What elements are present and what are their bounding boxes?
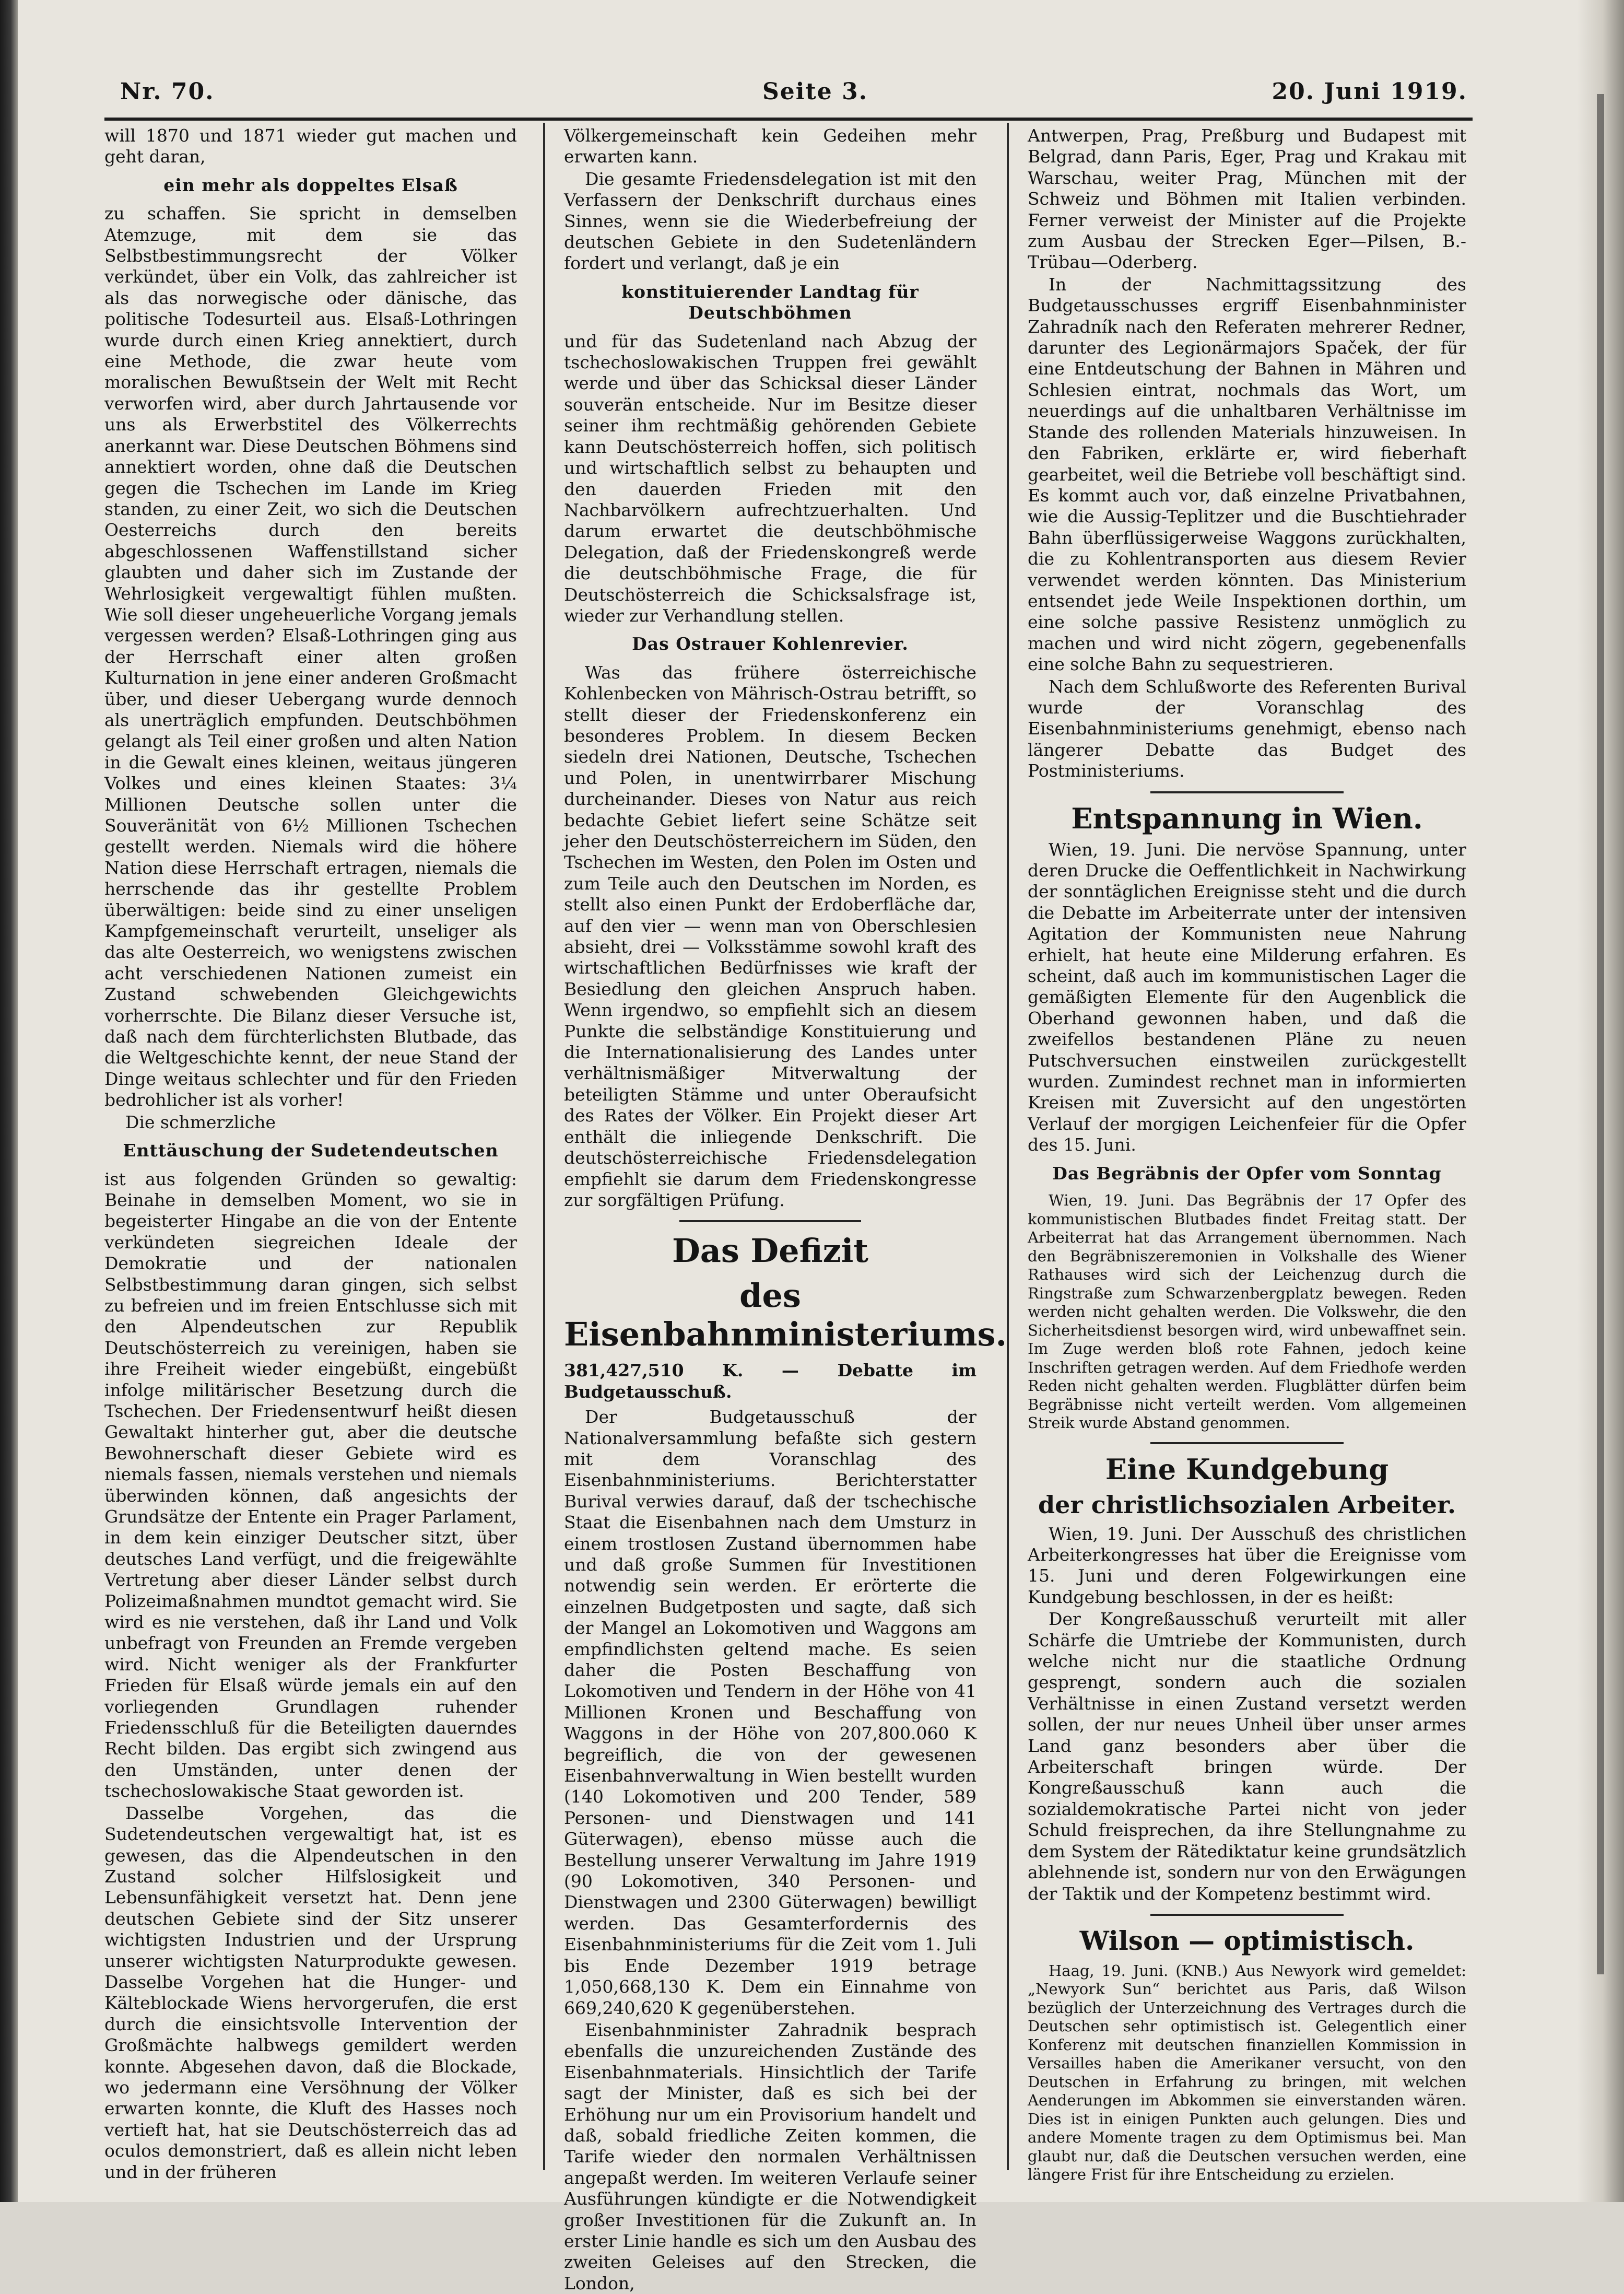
subheading: Enttäuschung der Sudetendeutschen (123, 1140, 499, 1161)
paragraph: Antwerpen, Prag, Preßburg und Budapest mit Belgrad, dann Paris, Eger, Prag und Krakau mit Warschau, weiter Prag, München mit der Schweiz und Böhmen mit Italien verbinden. Ferner verweist der Minister auf die Projekte zum Ausbau der Strecken Eger—Pilsen, B.-Trübau—Oderberg. (1028, 125, 1466, 273)
paragraph: und für das Sudetenland nach Abzug der tschechoslowakischen Truppen frei gewählt werde und über das Schicksal dieser Länder souverän entscheide. Nur im Besitze dieser seiner ihm rechtmäßig gehörenden Gebiete kann Deutschösterreich hoffen, sich politisch und wirtschaftlich selbst zu behaupten und den dauerden Frieden mit den Nachbarvölkern aufrechtzuerhalten. Und darum erwartet die deutschböhmische Delegation, daß der Friedenskongreß werde die deutschböhmische Frage, die für Deutschösterreich die Schicksalsfrage ist, wieder zur Verhandlung stellen. (564, 331, 976, 626)
column-1 (104, 125, 517, 2182)
paragraph: Der Budgetausschuß der Nationalversammlung befaßte sich gestern mit dem Voranschlag des Eisenbahnministeriums. Berichterstatter Burival verwies darauf, daß der tschechische Staat die Eisenbahnen nach dem Umsturz in einem trostlosen Zustand übernommen habe und daß große Summen für Investitionen notwendig sein werden. Er erörterte die einzelnen Budgetposten und sagte, daß sich der Mangel an Lokomotiven und Waggons am empfindlichsten geltend mache. Es seien daher die Posten Beschaffung von Lokomotiven und Tendern in der Höhe von 41 Millionen Kronen und Beschaffung von Waggons in der Höhe von 207,800.060 K begreiflich, die von der gewesenen Eisenbahnverwaltung in Wien bestellt wurden (140 Lokomotiven und 200 Tender, 589 Personen- und Dienstwagen und 141 Güterwagen), ebenso müsse auch die Bestellung unserer Verwaltung im Jahre 1919 (90 Lokomotiven, 340 Personen- und Dienstwagen und 2300 Güterwagen) bewilligt werden. Das Gesamterfordernis des Eisenbahnministeriums für die Zeit vom 1. Juli bis Ende Dezember 1919 betrage 1,050,668,130 K. Dem ein Einnahme von 669,240,620 K gegenüberstehen. (564, 1407, 976, 2018)
paragraph: Dasselbe Vorgehen, das die Sudetendeutschen vergewaltigt hat, ist es gewesen, das die Alpendeutschen in den Zustand solcher Hilfslosigkeit und Lebensunfähigkeit versetzt hat. Denn jene deutschen Gebiete sind der Sitz unserer wichtigsten Industrien und der Ursprung unserer wichtigsten Naturprodukte gewesen. Dasselbe Vorgehen hat die Hunger- und Kälteblockade Wiens hervorgerufen, die erst durch die einsichtsvolle Intervention der Großmächte halbwegs gemildert werden konnte. Abgesehen davon, daß die Blockade, wo jedermann eine Versöhnung der Völker erwarten konnte, die Kluft des Hasses noch vertieft hat, hat sie Deutschösterreich das ad oculos demonstriert, daß es allein nicht leben und in der früheren (104, 1803, 517, 2182)
headline-christlichsozial: der christlichsozialen Arbeiter. (1038, 1490, 1456, 1519)
column-3 (1028, 125, 1466, 2184)
paragraph: Wien, 19. Juni. Der Ausschuß des christlichen Arbeiterkongresses hat über die Ereignisse vom 15. Juni und deren Folgewirkungen eine Kundgebung beschlossen, in der es heißt: (1028, 1523, 1466, 1607)
subheading: Das Ostrauer Kohlenrevier. (632, 634, 909, 654)
paragraph: Die gesamte Friedensdelegation ist mit den Verfassern der Denkschrift durchaus eines Sinnes, wenn sie die Wiederbefreiung der deutschen Gebiete in den Sudetenländern fordert und verlangt, daß je ein (564, 168, 976, 274)
headline-defizit: Das Defizit (672, 1232, 869, 1270)
paragraph: Die schmerzliche (125, 1111, 276, 1132)
paragraph: ist aus folgenden Gründen so gewaltig: Beinahe in demselben Moment, wo sie in begeisterter Hingabe an die von der Entente verkündeten siegreichen Ideale der Demokratie und der nationalen Selbstbestimmung daran gingen, sich selbst zu befreien und im freien Entschlusse sich mit den Alpendeutschen zur Republik Deutschösterreich zu vereinigen, haben sie ihre Freiheit wieder eingebüßt, eingebüßt infolge militärischer Besetzung durch die Tschechen. Der Friedensentwurf heißt diesen Gewaltakt hinterher gut, aber die deutsche Bewohnerschaft dieser Gebiete wird es niemals fassen, niemals verstehen und niemals überwinden können, daß angesichts der Grundsätze der Entente ein Prager Parlament, in dem kein einziger Deutscher sitzt, über deutsches Land verfügt, und die freigewählte Vertretung aber dieser Länder selbst durch Polizeimaßnahmen mundtot gemacht wird. Sie wird es nie verstehen, daß ihr Land und Volk unbefragt von Freunden an Fremde vergeben wird. Nicht weniger als der Frankfurter Frieden für Elsaß würde jemals ein auf den vorliegenden Grundlagen ruhender Friedensschluß für die Beteiligten dauerndes Recht bilden. Das ergibt sich zwingend aus den Umständen, unter denen der tschechoslowakische Staat geworden ist. (104, 1168, 517, 1801)
section-divider (1150, 1914, 1344, 1916)
subtitle: 381,427,510 K. — Debatte im Budgetausschuß. (564, 1360, 976, 1402)
page-number: Seite 3. (762, 78, 868, 105)
subheading: konstituierender Landtag für Deutschböhmen (621, 281, 919, 323)
column-rule-2 (1007, 123, 1009, 2170)
issue-number: Nr. 70. (120, 78, 215, 105)
paragraph: zu schaffen. Sie spricht in demselben Atemzuge, mit dem sie das Selbstbestimmungsrecht der Völker verkündet, über ein Volk, das zahlreicher ist als das norwegische oder dänische, das politische Todesurteil aus. Elsaß-Lothringen wurde durch einen Krieg annektiert, durch eine Methode, die zwar heute vom moralischen Bewußtsein der Welt mit Recht verworfen wird, aber durch Jahrtausende vor uns als Erwerbstitel des Völkerrechts anerkannt war. Diese Deutschen Böhmens sind annektiert worden, ohne daß die Deutschen gegen die Tschechen im Lande im Krieg standen, zu einer Zeit, wo sich die Deutschen Oesterreichs durch den bereits abgeschlossenen Waffenstillstand sicher glaubten und daher sich im Zustande der Wehrlosigkeit vergewaltigt fühlen mußten. Wie soll dieser ungeheuerliche Vorgang jemals vergessen werden? Elsaß-Lothringen ging aus der Herrschaft einer alten großen Kulturnation in jene einer anderen Großmacht über, und dieser Uebergang wurde dennoch als unerträglich empfunden. Deutschböhmen gelangt als Teil einer großen und alten Nation in die Gewalt eines kleinen, weitaus jüngeren Volkes und eines kleinen Staates: 3¼ Millionen Deutsche sollen unter die Souveränität von 6½ Millionen Tschechen gestellt werden. Niemals wird die höhere Nation diese Herrschaft ertragen, niemals die herrschende das ihr gestellte Problem überwältigen: beide sind zu einer unseligen Kampfgemeinschaft verurteilt, unseliger als das alte Oesterreich, wo wenigstens zwischen acht verschiedenen Nationen zumeist ein Zustand schwebenden Gleichgewichts vorherrschte. Die Bilanz dieser Versuche ist, daß nach dem fürchterlichsten Blutbade, das die Weltgeschichte kennt, der neue Stand der Dinge weitaus schlechter und für den Frieden bedrohlicher ist als vorher! (104, 203, 517, 1110)
header-rule (104, 118, 1473, 121)
paragraph: Eisenbahnminister Zahradnik besprach ebenfalls die unzureichenden Zustände des Eisenbahnmaterials. Hinsichtlich der Tarife sagt der Minister, daß es sich bei der Erhöhung nur um ein Provisorium handelt und daß, sobald friedliche Zeiten kommen, die Tarife wieder den normalen Verhältnissen angepaßt werden. Im weiteren Verlaufe seiner Ausführungen kündigte er die Notwendigkeit großer Investitionen für die Zukunft an. In erster Linie handle es sich um den Ausbau des zweiten Geleises auf den Strecken, die London, (564, 2019, 976, 2293)
paragraph-small: Wien, 19. Juni. Das Begräbnis der 17 Opfer des kommunistischen Blutbades findet Freitag statt. Der Arbeiterrat hat das Arrangement übernommen. Nach den Begräbniszeremonien in Volkshalle des Wiener Rathauses wird sich der Leichenzug durch die Ringstraße zum Schwarzenbergplatz bewegen. Reden werden nicht gehalten werden. Die Volkswehr, die den Sicherheitsdienst besorgen wird, wird unbewaffnet sein. Im Zuge werden bloß rote Fahnen, jedoch keine Inschriften getragen werden. Auf dem Friedhofe werden Reden nicht gehalten werden. Flugblätter dürfen beim Begräbnisse nicht verteilt werden. Vom allgemeinen Streik wurde Abstand genommen. (1028, 1191, 1466, 1432)
paragraph: Wien, 19. Juni. Die nervöse Spannung, unter deren Drucke die Oeffentlichkeit in Nachwirkung der sonntäglichen Ereignisse steht und die durch die Debatte im Arbeiterrate unter der intensiven Agitation der Kommunisten neue Nahrung erhielt, hat heute eine Milderung erfahren. Es scheint, daß auch im kommunistischen Lager die gemäßigten Elemente für den Augenblick die Oberhand gewonnen haben, und daß die zweifellos bestandenen Pläne zu neuen Putschversuchen einstweilen zurückgestellt wurden. Zumindest rechnet man in informierten Kreisen mit Zuversicht auf den ungestörten Verlauf der morgigen Leichenfeier für die Opfer des 15. Juni. (1028, 839, 1466, 1155)
column-rule-1 (543, 123, 545, 2170)
section-divider (1150, 791, 1344, 793)
paragraph: In der Nachmittagssitzung des Budgetausschusses ergriff Eisenbahnminister Zahradník nach den Referaten mehrerer Redner, darunter des Legionärmajors Spaček, der für eine Entdeutschung der Bahnen in Mähren und Schlesien eintrat, nochmals das Wort, um neuerdings auf die unhaltbaren Verhältnisse im Stande des rollenden Materials hinzuweisen. In den Fabriken, erklärte er, wird fieberhaft gearbeitet, weil die Betriebe voll beschäftigt sind. Es kommt auch vor, daß einzelne Privatbahnen, wie die Aussig-Teplitzer und die Buschtiehrader Bahn überflüssigerweise Waggons zurückhalten, die zu Kohlentransporten aus diesem Revier verwendet werden könnten. Das Ministerium entsendet jede Weile Inspektionen dorthin, um eine solche passive Resistenz unmöglich zu machen und wird nicht zögern, gegebenenfalls eine solche Bahn zu sequestrieren. (1028, 274, 1466, 675)
paragraph: Was das frühere österreichische Kohlenbecken von Mährisch-Ostrau betrifft, so stellt dieser der Friedenskonferenz ein besonderes Problem. In diesem Becken siedeln drei Nationen, Deutsche, Tschechen und Polen, in unentwirrbarer Mischung durcheinander. Dieses von Natur aus reich bedachte Gebiet liefert seine Schätze seit jeher den Deutschösterreichern im Süden, den Tschechen im Westen, den Polen im Osten und zum Teile auch den Deutschen im Norden, es stellt also einen Punkt der Erdoberfläche dar, auf den vier — wenn man von Oberschlesien absieht, drei — Volksstämme sowohl kraft des wirtschaftlichen Bedürfnisses wie kraft der Besiedlung den gleichen Anspruch haben. Wenn irgendwo, so empfiehlt sich an diesem Punkte die selbständige Konstituierung und die Internationalisierung des Landes unter verhältnismäßiger Mitverwaltung der beteiligten Stämme und unter Oberaufsicht des Rates der Völker. Ein Projekt dieser Art enthält die inliegende Denkschrift. Die deutschösterreichische Friedensdelegation empfiehlt sie darum dem Friedenskongresse zur sorgfältigen Prüfung. (564, 662, 976, 1210)
section-divider (679, 1220, 861, 1222)
paragraph-small: Haag, 19. Juni. (KNB.) Aus Newyork wird gemeldet: „Newyork Sun“ berichtet aus Paris, daß Wilson bezüglich der Unterzeichnung des Vertrages durch die Deutschen sehr optimistisch ist. Gelegentlich einer Konferenz mit deutschen finanziellen Kommission in Versailles haben die Amerikaner versucht, von den Deutschen in Erfahrung zu bringen, mit welchen Aenderungen im Abkommen sie einverstanden wären. Dies ist in einigen Punkten auch gelungen. Dies und andere Momente tragen zu dem Optimismus bei. Man glaubt nur, daß die Deutschen versuchen werden, eine längere Frist für ihre Entscheidung zu erzielen. (1028, 1961, 1466, 2184)
section-divider (1150, 1442, 1344, 1444)
subheading: ein mehr als doppeltes Elsaß (163, 174, 458, 195)
headline-wilson: Wilson — optimistisch. (1079, 1925, 1415, 1956)
column-2 (564, 125, 1007, 2293)
headline-eisenbahn: des Eisenbahnministeriums. (564, 1277, 1007, 1354)
headline-entspannung: Entspannung in Wien. (1071, 801, 1423, 835)
paragraph: Völkergemeinschaft kein Gedeihen mehr erwarten kann. (564, 125, 976, 167)
page-binding-shadow (0, 0, 18, 2202)
paragraph: Nach dem Schlußworte des Referenten Burival wurde der Voranschlag des Eisenbahnministeriums genehmigt, ebenso nach längerer Debatte das Budget des Postministeriums. (1028, 676, 1466, 781)
edge-band (1597, 94, 1604, 1974)
issue-date: 20. Juni 1919. (1272, 78, 1467, 105)
paragraph: will 1870 und 1871 wieder gut machen und geht daran, (104, 125, 517, 167)
page-edge-shadow (1577, 0, 1624, 2202)
page-header (120, 78, 1467, 115)
subheading: Das Begräbnis der Opfer vom Sonntag (1052, 1163, 1442, 1184)
headline-kundgebung: Eine Kundgebung (1105, 1452, 1389, 1486)
paragraph: Der Kongreßausschuß verurteilt mit aller Schärfe die Umtriebe der Kommunisten, durch welche nicht nur die staatliche Ordnung gesprengt, sondern auch die sozialen Verhältnisse in einen Zustand versetzt werden sollen, der nur neues Unheil über unser armes Land ganz besonders aber über die Arbeiterschaft bringen würde. Der Kongreßausschuß kann auch die sozialdemokratische Partei nicht von jeder Schuld freisprechen, da ihre Stellungnahme zu dem System der Rätediktatur keine grundsätzlich ablehnende ist, sondern nur von den Erwägungen der Taktik und der Kompetenz bestimmt wird. (1028, 1609, 1466, 1904)
